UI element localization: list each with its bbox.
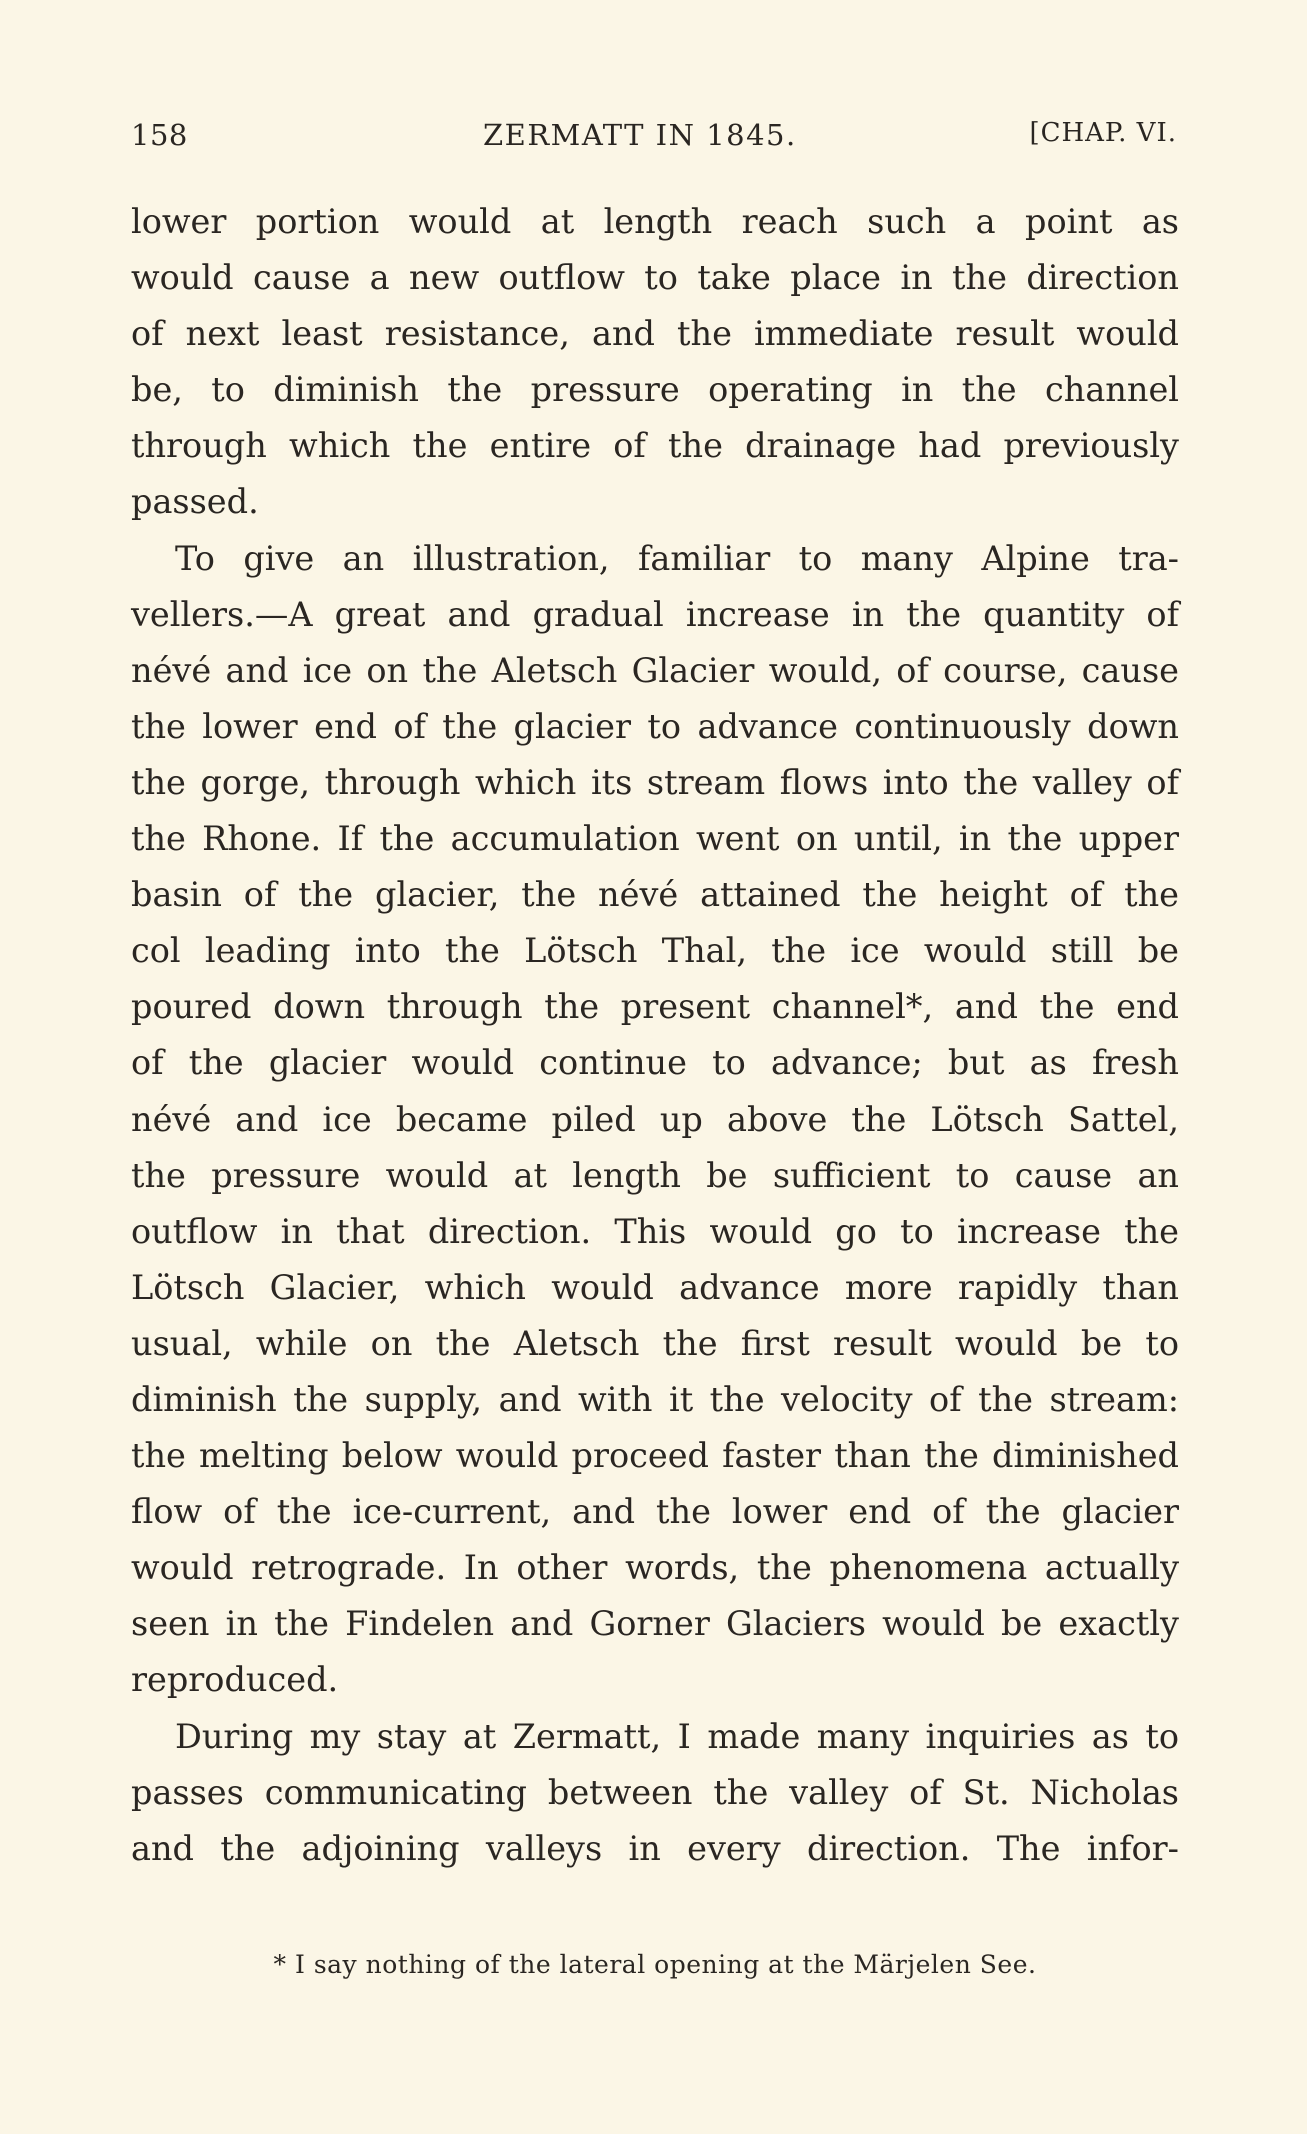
text-line: névé and ice became piled up above the Lötsch Sattel, bbox=[131, 1099, 1179, 1139]
text-line: the gorge, through which its stream flows into the valley of bbox=[131, 762, 1179, 802]
text-line: Lötsch Glacier, which would advance more rapidly than bbox=[131, 1267, 1179, 1307]
text-line: usual, while on the Aletsch the first result would be to bbox=[131, 1323, 1179, 1363]
text-line: the melting below would proceed faster than the diminished bbox=[131, 1436, 1179, 1476]
text-line: through which the entire of the drainage had previously bbox=[131, 426, 1179, 466]
text-line: of next least resistance, and the immediate result would bbox=[131, 314, 1179, 354]
text-line: During my stay at Zermatt, I made many inquiries as to bbox=[175, 1716, 1179, 1756]
text-line: poured down through the present channel*, and the end bbox=[131, 987, 1179, 1027]
text-line: outflow in that direction. This would go to increase the bbox=[131, 1211, 1179, 1251]
text-line: would retrograde. In other words, the phenomena actually bbox=[131, 1548, 1179, 1588]
text-line: lower portion would at length reach such a point as bbox=[131, 202, 1179, 241]
text-line: vellers.—A great and gradual increase in the quantity of bbox=[131, 594, 1179, 634]
text-line: the pressure would at length be sufficient to cause an bbox=[131, 1155, 1179, 1195]
text-line: be, to diminish the pressure operating in the channel bbox=[131, 370, 1179, 410]
text-line: would cause a new outflow to take place in the direction bbox=[131, 258, 1179, 298]
text-line: passed. bbox=[131, 482, 259, 522]
text-line: diminish the supply, and with it the velocity of the stream: bbox=[131, 1379, 1179, 1419]
text-line: seen in the Findelen and Gorner Glaciers would be exactly bbox=[131, 1604, 1179, 1644]
chapter-label: [CHAP. VI. bbox=[1029, 118, 1177, 148]
paragraph bbox=[131, 194, 1179, 531]
running-header bbox=[131, 118, 1177, 158]
text-line: To give an illustration, familiar to many Alpine tra- bbox=[175, 538, 1179, 578]
text-line: névé and ice on the Aletsch Glacier would, of course, cause bbox=[131, 650, 1179, 690]
text-line: the lower end of the glacier to advance continuously down bbox=[131, 706, 1179, 746]
text-line: reproduced. bbox=[131, 1660, 339, 1700]
running-title: ZERMATT IN 1845. bbox=[483, 118, 797, 152]
page-number: 158 bbox=[131, 118, 188, 152]
text-line: col leading into the Lötsch Thal, the ice would still be bbox=[131, 931, 1179, 971]
text-line: flow of the ice-current, and the lower end of the glacier bbox=[131, 1492, 1179, 1532]
text-line: and the adjoining valleys in every direction. The infor- bbox=[131, 1828, 1179, 1868]
paragraph bbox=[131, 1709, 1179, 1877]
paragraph bbox=[131, 531, 1179, 1709]
text-line: the Rhone. If the accumulation went on until, in the upper bbox=[131, 819, 1179, 859]
text-line: of the glacier would continue to advance; but as fresh bbox=[131, 1043, 1179, 1083]
text-line: basin of the glacier, the névé attained the height of the bbox=[131, 875, 1179, 915]
body-text bbox=[131, 194, 1179, 1877]
text-line: passes communicating between the valley of St. Nicholas bbox=[131, 1772, 1179, 1812]
footnote: * I say nothing of the lateral opening at the Märjelen See. bbox=[273, 1950, 1037, 1979]
